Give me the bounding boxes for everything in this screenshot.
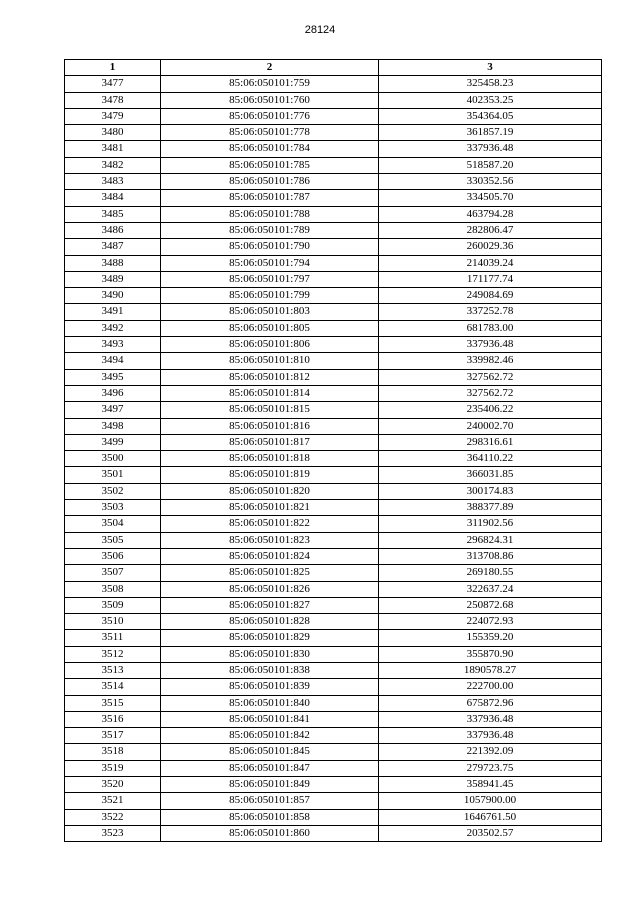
table-cell-col-3: 300174.83 — [379, 483, 602, 499]
table-row — [65, 809, 602, 825]
table-row — [65, 222, 602, 238]
table-cell-col-1: 3515 — [65, 695, 161, 711]
table-row — [65, 500, 602, 516]
table-cell-col-3: 222700.00 — [379, 679, 602, 695]
table-row — [65, 728, 602, 744]
table-cell-col-2: 85:06:050101:787 — [161, 190, 379, 206]
table-cell-col-3: 463794.28 — [379, 206, 602, 222]
table-cell-col-1: 3516 — [65, 711, 161, 727]
table-cell-col-3: 358941.45 — [379, 777, 602, 793]
table-cell-col-1: 3506 — [65, 548, 161, 564]
table-cell-col-2: 85:06:050101:810 — [161, 353, 379, 369]
table-cell-col-2: 85:06:050101:794 — [161, 255, 379, 271]
table-cell-col-3: 155359.20 — [379, 630, 602, 646]
table-cell-col-3: 337936.48 — [379, 337, 602, 353]
table-cell-col-1: 3514 — [65, 679, 161, 695]
table-cell-col-3: 402353.25 — [379, 92, 602, 108]
table-cell-col-2: 85:06:050101:827 — [161, 597, 379, 613]
table-row — [65, 516, 602, 532]
table-row — [65, 157, 602, 173]
table-cell-col-3: 298316.61 — [379, 434, 602, 450]
table-row — [65, 255, 602, 271]
table-cell-col-1: 3508 — [65, 581, 161, 597]
table-cell-col-1: 3509 — [65, 597, 161, 613]
table-cell-col-2: 85:06:050101:816 — [161, 418, 379, 434]
table-cell-col-1: 3491 — [65, 304, 161, 320]
column-header-1: 1 — [65, 60, 161, 76]
table-cell-col-2: 85:06:050101:830 — [161, 646, 379, 662]
table-cell-col-1: 3521 — [65, 793, 161, 809]
table-cell-col-2: 85:06:050101:817 — [161, 434, 379, 450]
table-cell-col-1: 3513 — [65, 662, 161, 678]
table-row — [65, 451, 602, 467]
table-cell-col-1: 3511 — [65, 630, 161, 646]
table-cell-col-3: 355870.90 — [379, 646, 602, 662]
table-cell-col-1: 3501 — [65, 467, 161, 483]
table-cell-col-2: 85:06:050101:847 — [161, 760, 379, 776]
table-cell-col-1: 3492 — [65, 320, 161, 336]
column-header-3: 3 — [379, 60, 602, 76]
table-cell-col-3: 681783.00 — [379, 320, 602, 336]
table-row — [65, 141, 602, 157]
table-cell-col-3: 337936.48 — [379, 141, 602, 157]
table-cell-col-3: 203502.57 — [379, 825, 602, 841]
table-cell-col-3: 171177.74 — [379, 271, 602, 287]
table-cell-col-2: 85:06:050101:812 — [161, 369, 379, 385]
table-cell-col-2: 85:06:050101:786 — [161, 174, 379, 190]
table-cell-col-1: 3517 — [65, 728, 161, 744]
table-cell-col-1: 3500 — [65, 451, 161, 467]
table-row — [65, 467, 602, 483]
table-row — [65, 369, 602, 385]
table-cell-col-1: 3488 — [65, 255, 161, 271]
table-cell-col-3: 279723.75 — [379, 760, 602, 776]
table-cell-col-1: 3483 — [65, 174, 161, 190]
table-cell-col-3: 337252.78 — [379, 304, 602, 320]
table-cell-col-3: 388377.89 — [379, 500, 602, 516]
table-cell-col-1: 3485 — [65, 206, 161, 222]
table-cell-col-1: 3498 — [65, 418, 161, 434]
table-cell-col-2: 85:06:050101:819 — [161, 467, 379, 483]
table-cell-col-1: 3520 — [65, 777, 161, 793]
table-cell-col-2: 85:06:050101:805 — [161, 320, 379, 336]
table-cell-col-1: 3490 — [65, 288, 161, 304]
table-cell-col-3: 334505.70 — [379, 190, 602, 206]
table-cell-col-1: 3523 — [65, 825, 161, 841]
table-cell-col-2: 85:06:050101:806 — [161, 337, 379, 353]
table-cell-col-2: 85:06:050101:789 — [161, 222, 379, 238]
table-cell-col-3: 260029.36 — [379, 239, 602, 255]
table-cell-col-1: 3518 — [65, 744, 161, 760]
table-cell-col-2: 85:06:050101:829 — [161, 630, 379, 646]
table-cell-col-3: 313708.86 — [379, 548, 602, 564]
table-cell-col-1: 3480 — [65, 125, 161, 141]
table-cell-col-2: 85:06:050101:824 — [161, 548, 379, 564]
table-cell-col-1: 3482 — [65, 157, 161, 173]
table-cell-col-1: 3503 — [65, 500, 161, 516]
table-cell-col-2: 85:06:050101:820 — [161, 483, 379, 499]
table-row — [65, 679, 602, 695]
table-cell-col-2: 85:06:050101:838 — [161, 662, 379, 678]
table-cell-col-1: 3522 — [65, 809, 161, 825]
table-cell-col-3: 249084.69 — [379, 288, 602, 304]
table-cell-col-2: 85:06:050101:797 — [161, 271, 379, 287]
table-cell-col-2: 85:06:050101:821 — [161, 500, 379, 516]
table-cell-col-3: 354364.05 — [379, 108, 602, 124]
table-row — [65, 581, 602, 597]
table-row — [65, 646, 602, 662]
table-cell-col-2: 85:06:050101:858 — [161, 809, 379, 825]
table-cell-col-3: 235406.22 — [379, 402, 602, 418]
table-cell-col-2: 85:06:050101:841 — [161, 711, 379, 727]
table-cell-col-3: 337936.48 — [379, 728, 602, 744]
table-row — [65, 777, 602, 793]
table-cell-col-3: 364110.22 — [379, 451, 602, 467]
table-row — [65, 793, 602, 809]
table-cell-col-3: 322637.24 — [379, 581, 602, 597]
table-cell-col-1: 3484 — [65, 190, 161, 206]
table-row — [65, 744, 602, 760]
table-cell-col-2: 85:06:050101:839 — [161, 679, 379, 695]
table-row — [65, 711, 602, 727]
table-cell-col-3: 224072.93 — [379, 614, 602, 630]
table-header — [65, 60, 602, 76]
table-cell-col-1: 3479 — [65, 108, 161, 124]
table-cell-col-2: 85:06:050101:788 — [161, 206, 379, 222]
table-cell-col-3: 327562.72 — [379, 385, 602, 401]
table-row — [65, 385, 602, 401]
column-header-2: 2 — [161, 60, 379, 76]
table-cell-col-3: 366031.85 — [379, 467, 602, 483]
table-cell-col-1: 3496 — [65, 385, 161, 401]
header-row — [65, 60, 602, 76]
table-cell-col-2: 85:06:050101:845 — [161, 744, 379, 760]
table-row — [65, 76, 602, 92]
table-cell-col-1: 3499 — [65, 434, 161, 450]
table-row — [65, 825, 602, 841]
table-row — [65, 532, 602, 548]
table-row — [65, 206, 602, 222]
table-row — [65, 190, 602, 206]
table-cell-col-3: 1890578.27 — [379, 662, 602, 678]
table-cell-col-1: 3519 — [65, 760, 161, 776]
table-cell-col-2: 85:06:050101:760 — [161, 92, 379, 108]
table-cell-col-3: 325458.23 — [379, 76, 602, 92]
table-row — [65, 320, 602, 336]
table-cell-col-3: 269180.55 — [379, 565, 602, 581]
table-cell-col-1: 3493 — [65, 337, 161, 353]
table-cell-col-1: 3487 — [65, 239, 161, 255]
table-cell-col-2: 85:06:050101:784 — [161, 141, 379, 157]
table-cell-col-3: 327562.72 — [379, 369, 602, 385]
table-row — [65, 337, 602, 353]
table-row — [65, 402, 602, 418]
table-cell-col-2: 85:06:050101:860 — [161, 825, 379, 841]
table-cell-col-3: 330352.56 — [379, 174, 602, 190]
table-cell-col-1: 3497 — [65, 402, 161, 418]
table-row — [65, 565, 602, 581]
table-cell-col-2: 85:06:050101:799 — [161, 288, 379, 304]
table-cell-col-2: 85:06:050101:826 — [161, 581, 379, 597]
table-body — [65, 76, 602, 842]
table-cell-col-1: 3489 — [65, 271, 161, 287]
table-cell-col-2: 85:06:050101:803 — [161, 304, 379, 320]
table-cell-col-3: 337936.48 — [379, 711, 602, 727]
table-cell-col-2: 85:06:050101:849 — [161, 777, 379, 793]
table-cell-col-1: 3507 — [65, 565, 161, 581]
table-cell-col-3: 250872.68 — [379, 597, 602, 613]
table-cell-col-1: 3478 — [65, 92, 161, 108]
table-cell-col-2: 85:06:050101:815 — [161, 402, 379, 418]
table-cell-col-3: 214039.24 — [379, 255, 602, 271]
table-cell-col-1: 3505 — [65, 532, 161, 548]
table-row — [65, 760, 602, 776]
table-cell-col-3: 361857.19 — [379, 125, 602, 141]
table-row — [65, 548, 602, 564]
table-row — [65, 125, 602, 141]
data-table — [64, 59, 602, 842]
table-row — [65, 483, 602, 499]
table-cell-col-2: 85:06:050101:825 — [161, 565, 379, 581]
table-cell-col-2: 85:06:050101:778 — [161, 125, 379, 141]
table-cell-col-1: 3512 — [65, 646, 161, 662]
table-cell-col-3: 339982.46 — [379, 353, 602, 369]
table-cell-col-3: 675872.96 — [379, 695, 602, 711]
table-cell-col-3: 1057900.00 — [379, 793, 602, 809]
table-cell-col-2: 85:06:050101:828 — [161, 614, 379, 630]
table-row — [65, 239, 602, 255]
table-row — [65, 108, 602, 124]
table-row — [65, 695, 602, 711]
table-row — [65, 418, 602, 434]
table-cell-col-1: 3486 — [65, 222, 161, 238]
table-cell-col-1: 3477 — [65, 76, 161, 92]
table-cell-col-2: 85:06:050101:785 — [161, 157, 379, 173]
table-cell-col-1: 3494 — [65, 353, 161, 369]
table-cell-col-1: 3495 — [65, 369, 161, 385]
table-cell-col-2: 85:06:050101:823 — [161, 532, 379, 548]
table-cell-col-3: 518587.20 — [379, 157, 602, 173]
table-cell-col-3: 296824.31 — [379, 532, 602, 548]
table-cell-col-2: 85:06:050101:857 — [161, 793, 379, 809]
table-cell-col-2: 85:06:050101:842 — [161, 728, 379, 744]
table-cell-col-3: 240002.70 — [379, 418, 602, 434]
table-cell-col-1: 3504 — [65, 516, 161, 532]
table-cell-col-2: 85:06:050101:840 — [161, 695, 379, 711]
table-cell-col-2: 85:06:050101:776 — [161, 108, 379, 124]
table-row — [65, 662, 602, 678]
table-cell-col-1: 3481 — [65, 141, 161, 157]
table-cell-col-3: 311902.56 — [379, 516, 602, 532]
table-row — [65, 271, 602, 287]
table-row — [65, 92, 602, 108]
table-cell-col-3: 282806.47 — [379, 222, 602, 238]
table-row — [65, 353, 602, 369]
table-cell-col-3: 1646761.50 — [379, 809, 602, 825]
table-cell-col-2: 85:06:050101:822 — [161, 516, 379, 532]
table-row — [65, 434, 602, 450]
table-row — [65, 174, 602, 190]
table-row — [65, 630, 602, 646]
table-cell-col-2: 85:06:050101:759 — [161, 76, 379, 92]
table-cell-col-1: 3510 — [65, 614, 161, 630]
table-cell-col-1: 3502 — [65, 483, 161, 499]
table-row — [65, 614, 602, 630]
table-row — [65, 304, 602, 320]
table-cell-col-2: 85:06:050101:818 — [161, 451, 379, 467]
table-row — [65, 288, 602, 304]
page-number: 28124 — [304, 24, 336, 36]
table-row — [65, 597, 602, 613]
table-cell-col-2: 85:06:050101:790 — [161, 239, 379, 255]
table-cell-col-3: 221392.09 — [379, 744, 602, 760]
table-cell-col-2: 85:06:050101:814 — [161, 385, 379, 401]
